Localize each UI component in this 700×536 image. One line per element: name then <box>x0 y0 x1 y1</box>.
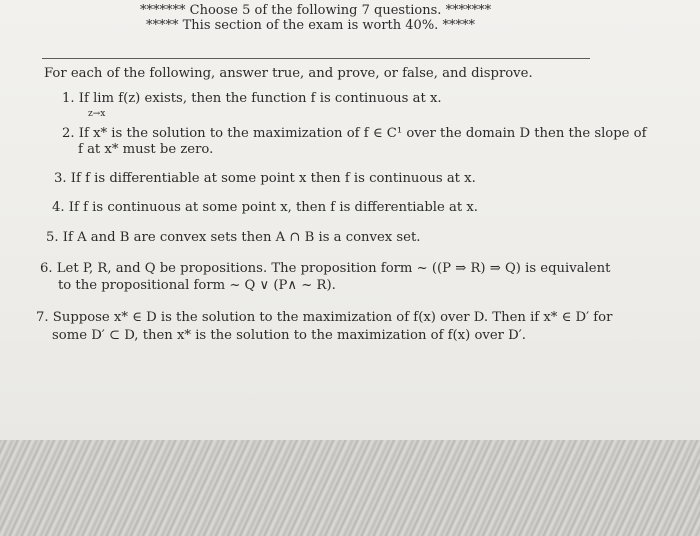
question-1 <box>62 90 442 107</box>
header-line-1: ******* Choose 5 of the following 7 questions. ******* <box>140 3 492 18</box>
question-number: 3. <box>54 171 67 186</box>
question-number: 4. <box>52 200 65 215</box>
question-number: 5. <box>46 230 59 245</box>
question-6-continued: to the propositional form ~ Q ∨ (P∧ ~ R). <box>58 278 336 293</box>
question-text: Let P, R, and Q be propositions. The proposition form ~ ((P ⇒ R) ⇒ Q) is equivalent <box>56 261 611 276</box>
question-text: Suppose x* ∈ D is the solution to the maximization of f(x) over D. Then if x* ∈ D′ for <box>52 310 613 325</box>
question-number: 2. <box>62 126 75 141</box>
question-number: 1. <box>62 91 75 106</box>
question-3 <box>54 170 476 187</box>
question-text: If f is differentiable at some point x then f is continuous at x. <box>70 171 476 186</box>
question-7 <box>36 309 612 326</box>
question-4 <box>52 199 478 216</box>
question-7-continued: some D′ ⊂ D, then x* is the solution to the maximization of f(x) over D′. <box>52 328 526 343</box>
question-2 <box>62 125 647 142</box>
question-5 <box>46 229 420 246</box>
instructions: For each of the following, answer true, and prove, or false, and disprove. <box>44 66 533 81</box>
question-number: 7. <box>36 310 49 325</box>
question-text: If A and B are convex sets then A ∩ B is a convex set. <box>62 230 421 245</box>
question-number: 6. <box>40 261 53 276</box>
question-2-continued: f at x* must be zero. <box>78 142 214 157</box>
limit-subscript: z→x <box>88 109 106 119</box>
question-text: If x* is the solution to the maximization of f ∈ C¹ over the domain D then the slope of <box>78 126 647 141</box>
desk-surface <box>0 440 700 536</box>
question-text: If lim f(z) exists, then the function f is continuous at x. <box>78 91 442 106</box>
question-text: If f is continuous at some point x, then f is differentiable at x. <box>68 200 478 215</box>
question-6 <box>40 260 610 277</box>
divider <box>42 58 590 59</box>
header-line-2: ***** This section of the exam is worth 40%. ***** <box>146 18 475 33</box>
